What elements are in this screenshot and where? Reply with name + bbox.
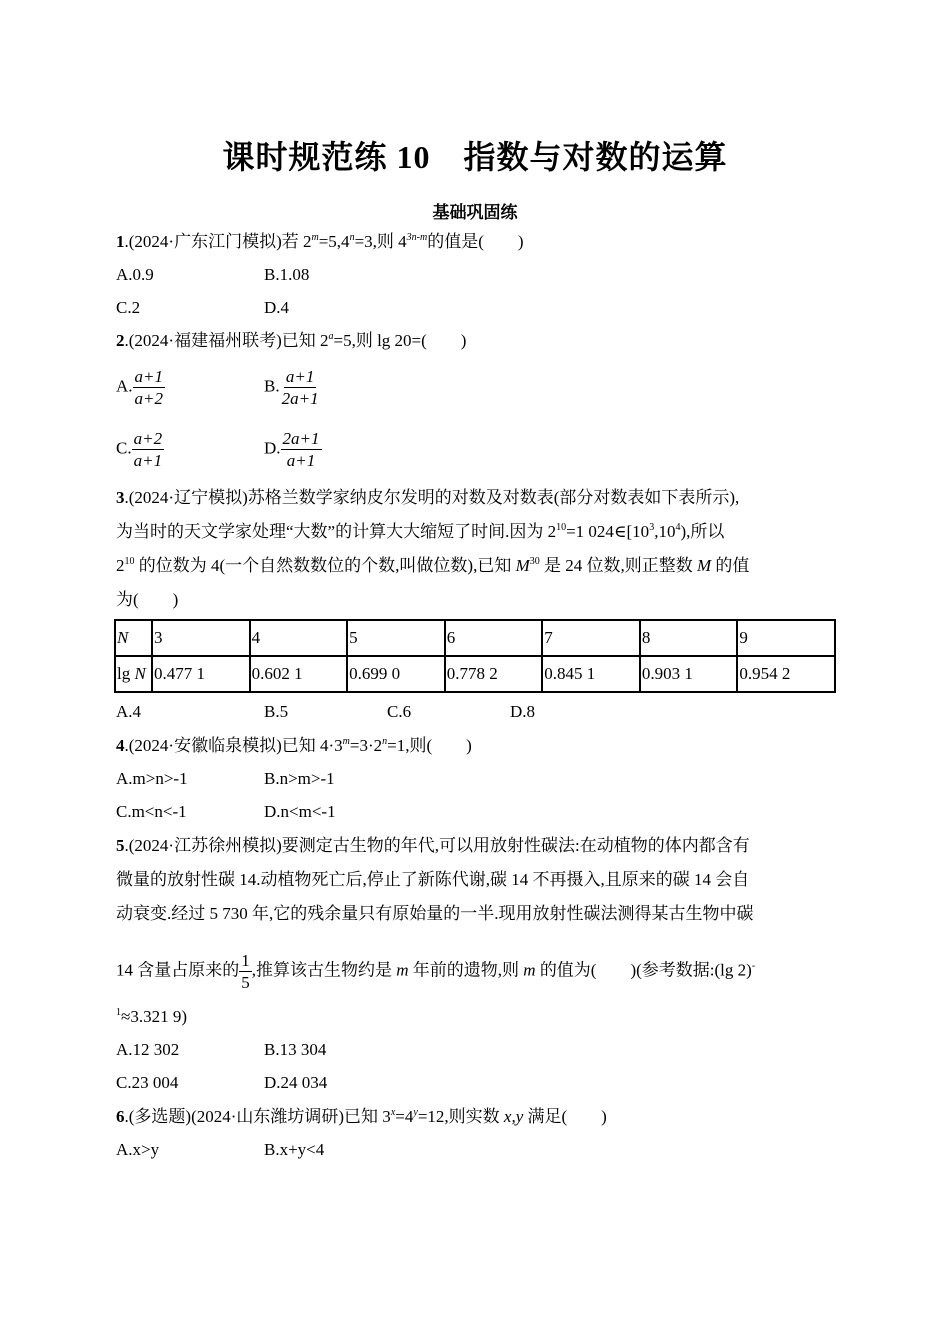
question-3-line-2: 为当时的天文学家处理“大数”的计算大大缩短了时间.因为 $2^{10}=1$ $024\in[10^3,10^4)$,所以 xyxy=(116,522,725,541)
option-a: A.12 302 xyxy=(116,1040,180,1059)
page-title: 课时规范练 10 指数与对数的运算 xyxy=(222,139,728,175)
logarithm-table xyxy=(114,619,836,693)
question-5: 5.(2024·江苏徐州模拟)要测定古生物的年代,可以用放射性碳法:在动植物的体内都含有 xyxy=(116,836,750,855)
table-cell: 6 xyxy=(445,620,543,656)
fraction: $\frac{1}{5}$ xyxy=(241,951,250,992)
table-cell: 8 xyxy=(640,620,738,656)
option-b: B.5 xyxy=(264,702,289,721)
question-5-line-5: $^1$≈3.321 9) xyxy=(116,1007,187,1026)
option-a: A.x>y xyxy=(116,1140,160,1159)
option-a: A. $\frac{a+1}{a+2}$ xyxy=(116,367,164,408)
option-c: C.2 xyxy=(116,298,141,317)
option-c: C.6 xyxy=(387,702,412,721)
section-heading: 基础巩固练 xyxy=(432,203,518,222)
table-cell: 0.602 1 xyxy=(250,656,348,692)
fraction: $\frac{2a+1}{a+1}$ xyxy=(282,429,320,470)
option-c: C. $\frac{a+2}{a+1}$ xyxy=(116,429,163,470)
table-row xyxy=(115,620,835,656)
question-4: 4.(2024·安徽临泉模拟)已知 $4\cdot 3^m=3\cdot 2^n=1$,则( ) xyxy=(116,736,472,755)
option-d: D.n<m<-1 xyxy=(264,802,336,821)
table-cell: 0.778 2 xyxy=(445,656,543,692)
option-c: C.m<n<-1 xyxy=(116,802,187,821)
question-number: 5 xyxy=(116,836,125,855)
option-b: B. $\frac{a+1}{2a+1}$ xyxy=(264,367,319,408)
question-5-line-2: 微量的放射性碳 14.动植物死亡后,停止了新陈代谢,碳 14 不再摄入,且原来的碳 14 会自 xyxy=(116,870,750,889)
table-cell: 0.477 1 xyxy=(152,656,250,692)
question-3: 3.(2024·辽宁模拟)苏格兰数学家纳皮尔发明的对数及对数表(部分对数表如下表所示), xyxy=(116,488,740,507)
table-cell: 3 xyxy=(152,620,250,656)
option-c: C.23 004 xyxy=(116,1073,179,1092)
fraction: $\frac{a+2}{a+1}$ xyxy=(133,429,163,470)
option-d: D.8 xyxy=(510,702,536,721)
table-cell: 0.903 1 xyxy=(640,656,738,692)
question-1: 1.(2024·广东江门模拟)若 $2^m=5,4^n=3$,则 $4^{3n-m}$的值是( ) xyxy=(116,232,524,251)
question-number: 4 xyxy=(116,736,125,755)
table-cell: 0.845 1 xyxy=(542,656,640,692)
option-a: A.0.9 xyxy=(116,265,154,284)
table-cell: 9 xyxy=(737,620,835,656)
option-b: B.1.08 xyxy=(264,265,310,284)
table-cell: 7 xyxy=(542,620,640,656)
question-number: 1 xyxy=(116,232,125,251)
table-cell: lg N xyxy=(115,656,152,692)
question-2: 2.(2024·福建福州联考)已知 $2^a=5$,则 lg 20=( ) xyxy=(116,331,467,350)
question-5-line-4: 14 含量占原来的 $\frac{1}{5}$ ,推算该古生物约是 m 年前的遗物,则 m 的值为( )(参考数据:(lg 2)- xyxy=(116,951,756,992)
question-3-line-3: $2^{10}$ 的位数为 4(一个自然数数位的个数,叫做位数),已知 $M^{30}$ 是 24 位数,则正整数 M 的值 xyxy=(116,556,750,575)
option-d: D. $\frac{2a+1}{a+1}$ xyxy=(264,429,320,470)
question-3-line-4: 为( ) xyxy=(116,590,179,609)
question-6: 6.(多选题)(2024·山东潍坊调研)已知 $3^x=4^y=12$,则实数 x,y 满足( ) xyxy=(116,1107,607,1126)
question-number: 2 xyxy=(116,331,125,350)
question-5-line-3: 动衰变.经过 5 730 年,它的残余量只有原始量的一半.现用放射性碳法测得某古生物中碳 xyxy=(116,904,754,923)
question-number: 6 xyxy=(116,1107,125,1126)
option-a: A.4 xyxy=(116,702,142,721)
table-cell: 0.699 0 xyxy=(347,656,445,692)
table-cell: 4 xyxy=(250,620,348,656)
question-number: 3 xyxy=(116,488,125,507)
option-b: B.x+y<4 xyxy=(264,1140,325,1159)
table-cell: N xyxy=(115,620,152,656)
option-d: D.24 034 xyxy=(264,1073,328,1092)
option-d: D.4 xyxy=(264,298,290,317)
option-b: B.13 304 xyxy=(264,1040,327,1059)
option-b: B.n>m>-1 xyxy=(264,769,335,788)
table-cell: 0.954 2 xyxy=(737,656,835,692)
fraction: $\frac{a+1}{2a+1}$ xyxy=(281,367,319,408)
fraction: $\frac{a+1}{a+2}$ xyxy=(134,367,164,408)
table-row xyxy=(115,656,835,692)
option-a: A.m>n>-1 xyxy=(116,769,188,788)
table-cell: 5 xyxy=(347,620,445,656)
